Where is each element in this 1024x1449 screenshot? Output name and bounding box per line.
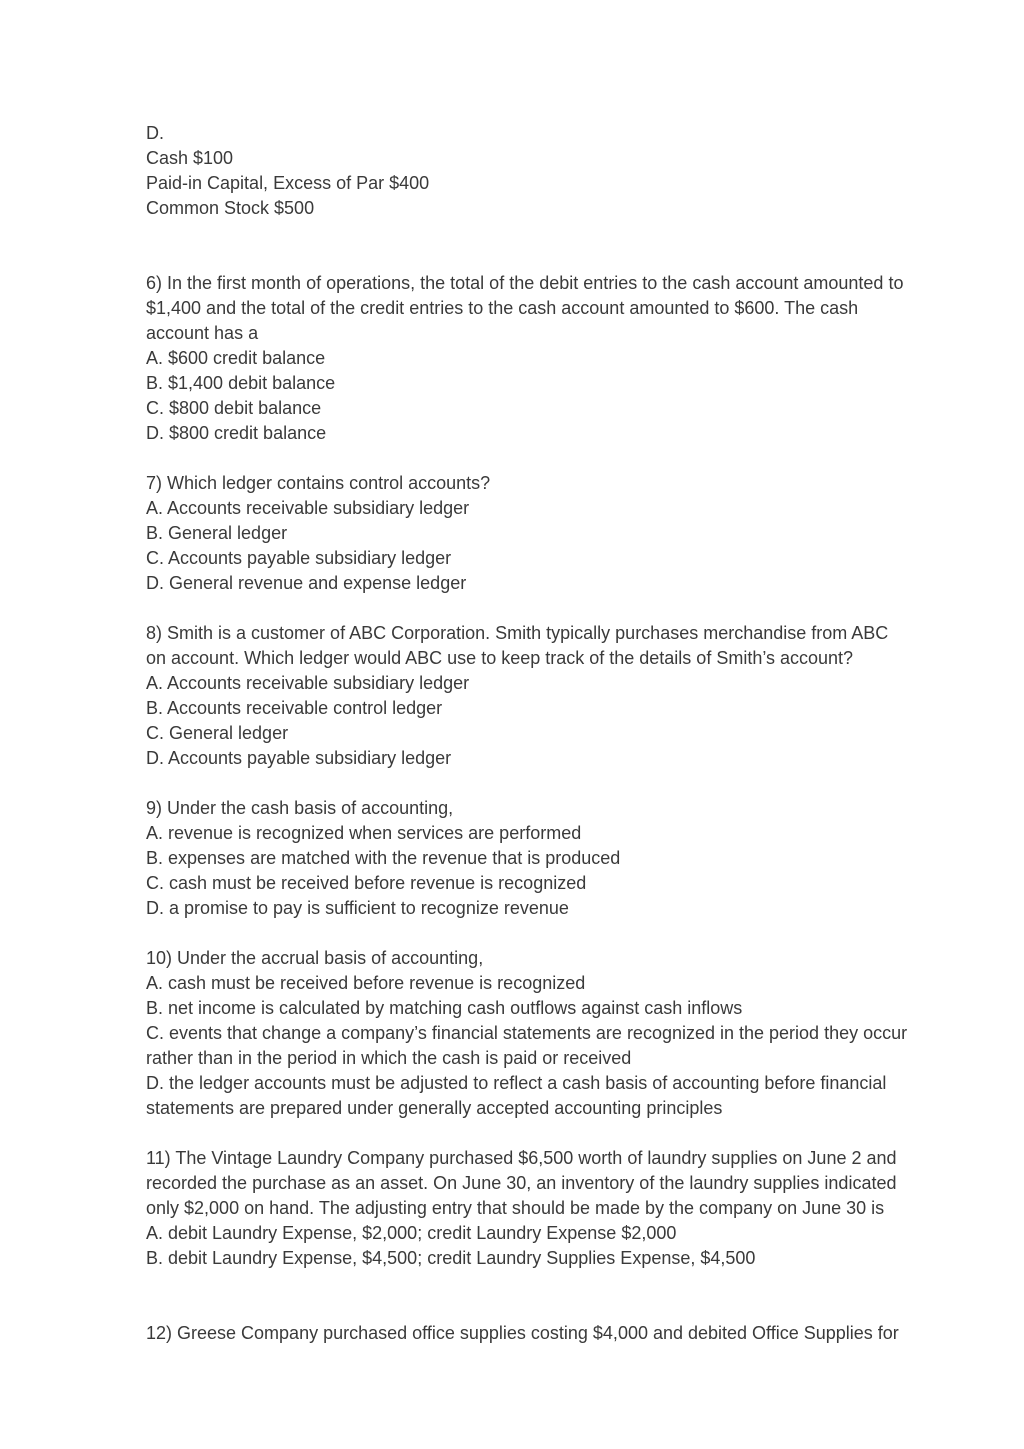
- question-stem: 10) Under the accrual basis of accounting,: [146, 948, 484, 968]
- answer-option: A. debit Laundry Expense, $2,000; credit Laundry Expense $2,000: [146, 1223, 677, 1243]
- question-10: [146, 946, 956, 1121]
- answer-option: C. events that change a company’s financial statements are recognized in the period they occur: [146, 1023, 908, 1043]
- question-11: [146, 1146, 956, 1271]
- question-7: [146, 471, 956, 596]
- answer-option: B. net income is calculated by matching cash outflows against cash inflows: [146, 998, 743, 1018]
- question-stem: on account. Which ledger would ABC use to keep track of the details of Smith’s account?: [146, 648, 854, 668]
- answer-option: A. revenue is recognized when services are performed: [146, 823, 582, 843]
- question-stem: 12) Greese Company purchased office supplies costing $4,000 and debited Office Supplies for: [146, 1323, 899, 1343]
- question-stem: only $2,000 on hand. The adjusting entry that should be made by the company on June 30 is: [146, 1198, 885, 1218]
- answer-option: rather than in the period in which the cash is paid or received: [146, 1048, 632, 1068]
- journal-line: Cash $100: [146, 148, 234, 168]
- question-stem: recorded the purchase as an asset. On June 30, an inventory of the laundry supplies indicated: [146, 1173, 897, 1193]
- document-page: [146, 121, 956, 1346]
- answer-option: C. cash must be received before revenue is recognized: [146, 873, 587, 893]
- question-stem: $1,400 and the total of the credit entries to the cash account amounted to $600. The cash: [146, 298, 859, 318]
- answer-option: D. $800 credit balance: [146, 423, 327, 443]
- answer-option: D. a promise to pay is sufficient to recognize revenue: [146, 898, 569, 918]
- answer-option: A. $600 credit balance: [146, 348, 326, 368]
- answer-option: statements are prepared under generally accepted accounting principles: [146, 1098, 723, 1118]
- question-6: [146, 271, 956, 446]
- answer-option: C. Accounts payable subsidiary ledger: [146, 548, 452, 568]
- answer-option: D. Accounts payable subsidiary ledger: [146, 748, 452, 768]
- answer-option: D. General revenue and expense ledger: [146, 573, 467, 593]
- question-stem: 8) Smith is a customer of ABC Corporation. Smith typically purchases merchandise from ABC: [146, 623, 889, 643]
- answer-option: C. $800 debit balance: [146, 398, 322, 418]
- question-stem: 7) Which ledger contains control accounts?: [146, 473, 491, 493]
- question-5-continued: [146, 121, 956, 221]
- answer-option: B. $1,400 debit balance: [146, 373, 336, 393]
- answer-option: A. Accounts receivable subsidiary ledger: [146, 498, 470, 518]
- journal-line: Paid-in Capital, Excess of Par $400: [146, 173, 430, 193]
- question-8: [146, 621, 956, 771]
- question-stem: account has a: [146, 323, 259, 343]
- answer-option: A. Accounts receivable subsidiary ledger: [146, 673, 470, 693]
- answer-option: B. General ledger: [146, 523, 288, 543]
- answer-option: D. the ledger accounts must be adjusted to reflect a cash basis of accounting before financial: [146, 1073, 887, 1093]
- answer-option: B. expenses are matched with the revenue that is produced: [146, 848, 621, 868]
- answer-option: B. debit Laundry Expense, $4,500; credit Laundry Supplies Expense, $4,500: [146, 1248, 756, 1268]
- question-9: [146, 796, 956, 921]
- option-label: D.: [146, 123, 164, 143]
- answer-option: C. General ledger: [146, 723, 289, 743]
- answer-option: A. cash must be received before revenue is recognized: [146, 973, 586, 993]
- journal-line: Common Stock $500: [146, 198, 315, 218]
- question-stem: 6) In the first month of operations, the total of the debit entries to the cash account amounted to: [146, 273, 904, 293]
- question-stem: 9) Under the cash basis of accounting,: [146, 798, 454, 818]
- answer-option: B. Accounts receivable control ledger: [146, 698, 443, 718]
- question-12: [146, 1321, 956, 1346]
- question-stem: 11) The Vintage Laundry Company purchased $6,500 worth of laundry supplies on June 2 and: [146, 1148, 897, 1168]
